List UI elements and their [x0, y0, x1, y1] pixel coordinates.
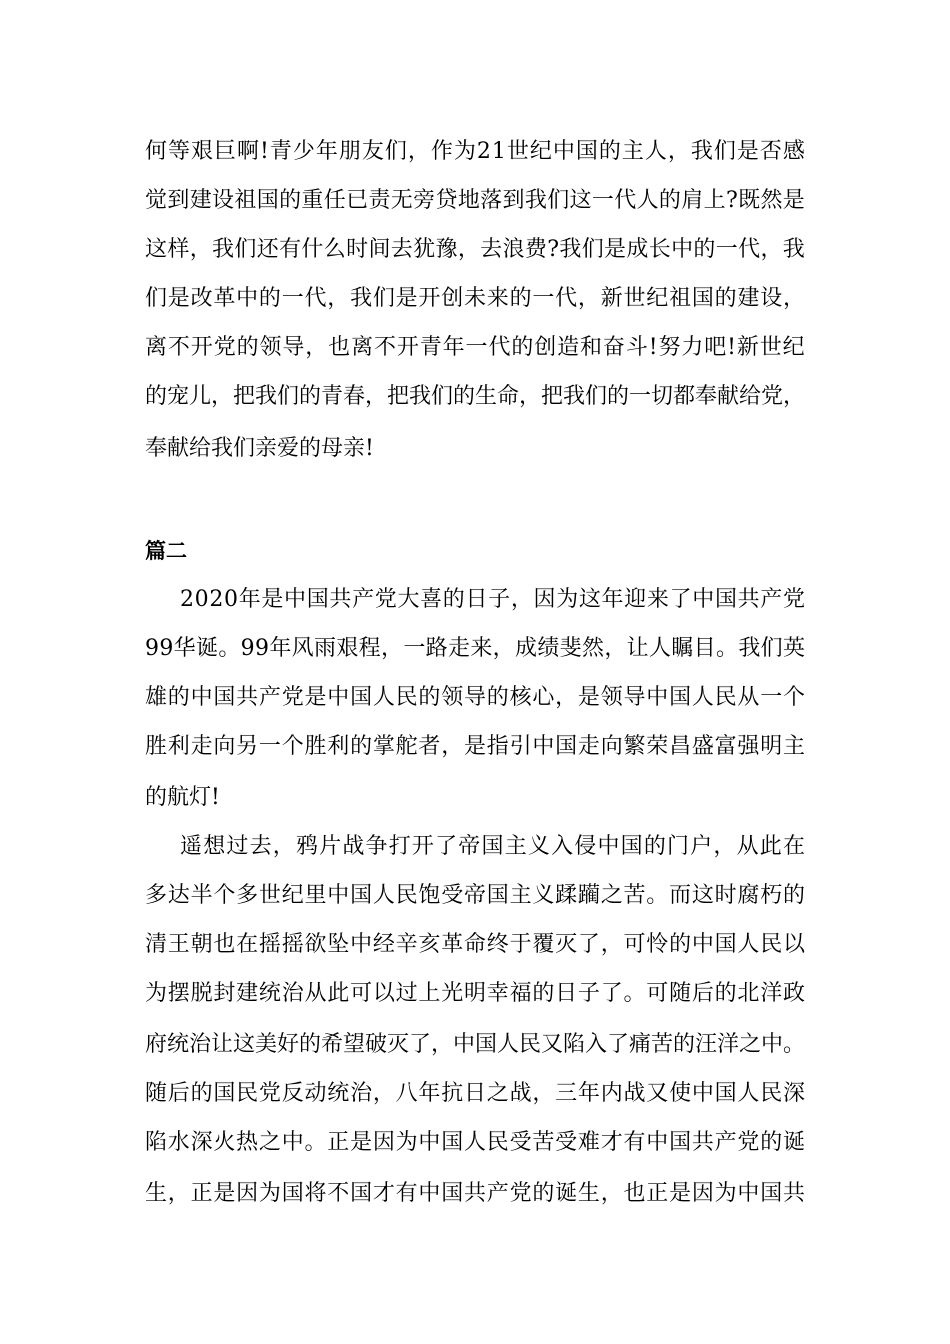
- text-line: 99华诞。99年风雨艰程，一路走来，成绩斐然，让人瞩目。我们英: [145, 636, 806, 661]
- text-line: 觉到建设祖国的重任已责无旁贷地落到我们这一代人的肩上?既然是: [145, 188, 806, 213]
- text-line: 奉献给我们亲爱的母亲!: [145, 436, 374, 461]
- text-line: 们是改革中的一代，我们是开创未来的一代，新世纪祖国的建设，: [145, 286, 806, 311]
- text-line: 的宠儿，把我们的青春，把我们的生命，把我们的一切都奉献给党，: [145, 384, 806, 409]
- text-line: 府统治让这美好的希望破灭了，中国人民又陷入了痛苦的汪洋之中。: [145, 1032, 806, 1057]
- text-line: 何等艰巨啊!青少年朋友们，作为21世纪中国的主人，我们是否感: [145, 139, 806, 164]
- text-line: 2020年是中国共产党大喜的日子，因为这年迎来了中国共产党: [180, 587, 806, 612]
- text-line: 这样，我们还有什么时间去犹豫，去浪费?我们是成长中的一代，我: [145, 237, 806, 262]
- text-line: 离不开党的领导，也离不开青年一代的创造和奋斗!努力吧!新世纪: [145, 335, 806, 360]
- text-line: 多达半个多世纪里中国人民饱受帝国主义蹂躏之苦。而这时腐朽的: [145, 883, 806, 908]
- text-line: 的航灯!: [145, 785, 220, 810]
- section-heading: 篇二: [145, 539, 187, 563]
- text-line: 陷水深火热之中。正是因为中国人民受苦受难才有中国共产党的诞: [145, 1130, 806, 1155]
- text-line: 清王朝也在摇摇欲坠中经辛亥革命终于覆灭了，可怜的中国人民以: [145, 932, 806, 957]
- text-line: 生，正是因为国将不国才有中国共产党的诞生，也正是因为中国共: [145, 1181, 806, 1206]
- text-line: 为摆脱封建统治从此可以过上光明幸福的日子了。可随后的北洋政: [145, 981, 806, 1006]
- text-line: 随后的国民党反动统治，八年抗日之战，三年内战又使中国人民深: [145, 1081, 806, 1106]
- text-line: 胜利走向另一个胜利的掌舵者，是指引中国走向繁荣昌盛富强明主: [145, 734, 806, 759]
- text-line: 雄的中国共产党是中国人民的领导的核心，是领导中国人民从一个: [145, 685, 806, 710]
- text-line: 遥想过去，鸦片战争打开了帝国主义入侵中国的门户，从此在: [180, 834, 807, 859]
